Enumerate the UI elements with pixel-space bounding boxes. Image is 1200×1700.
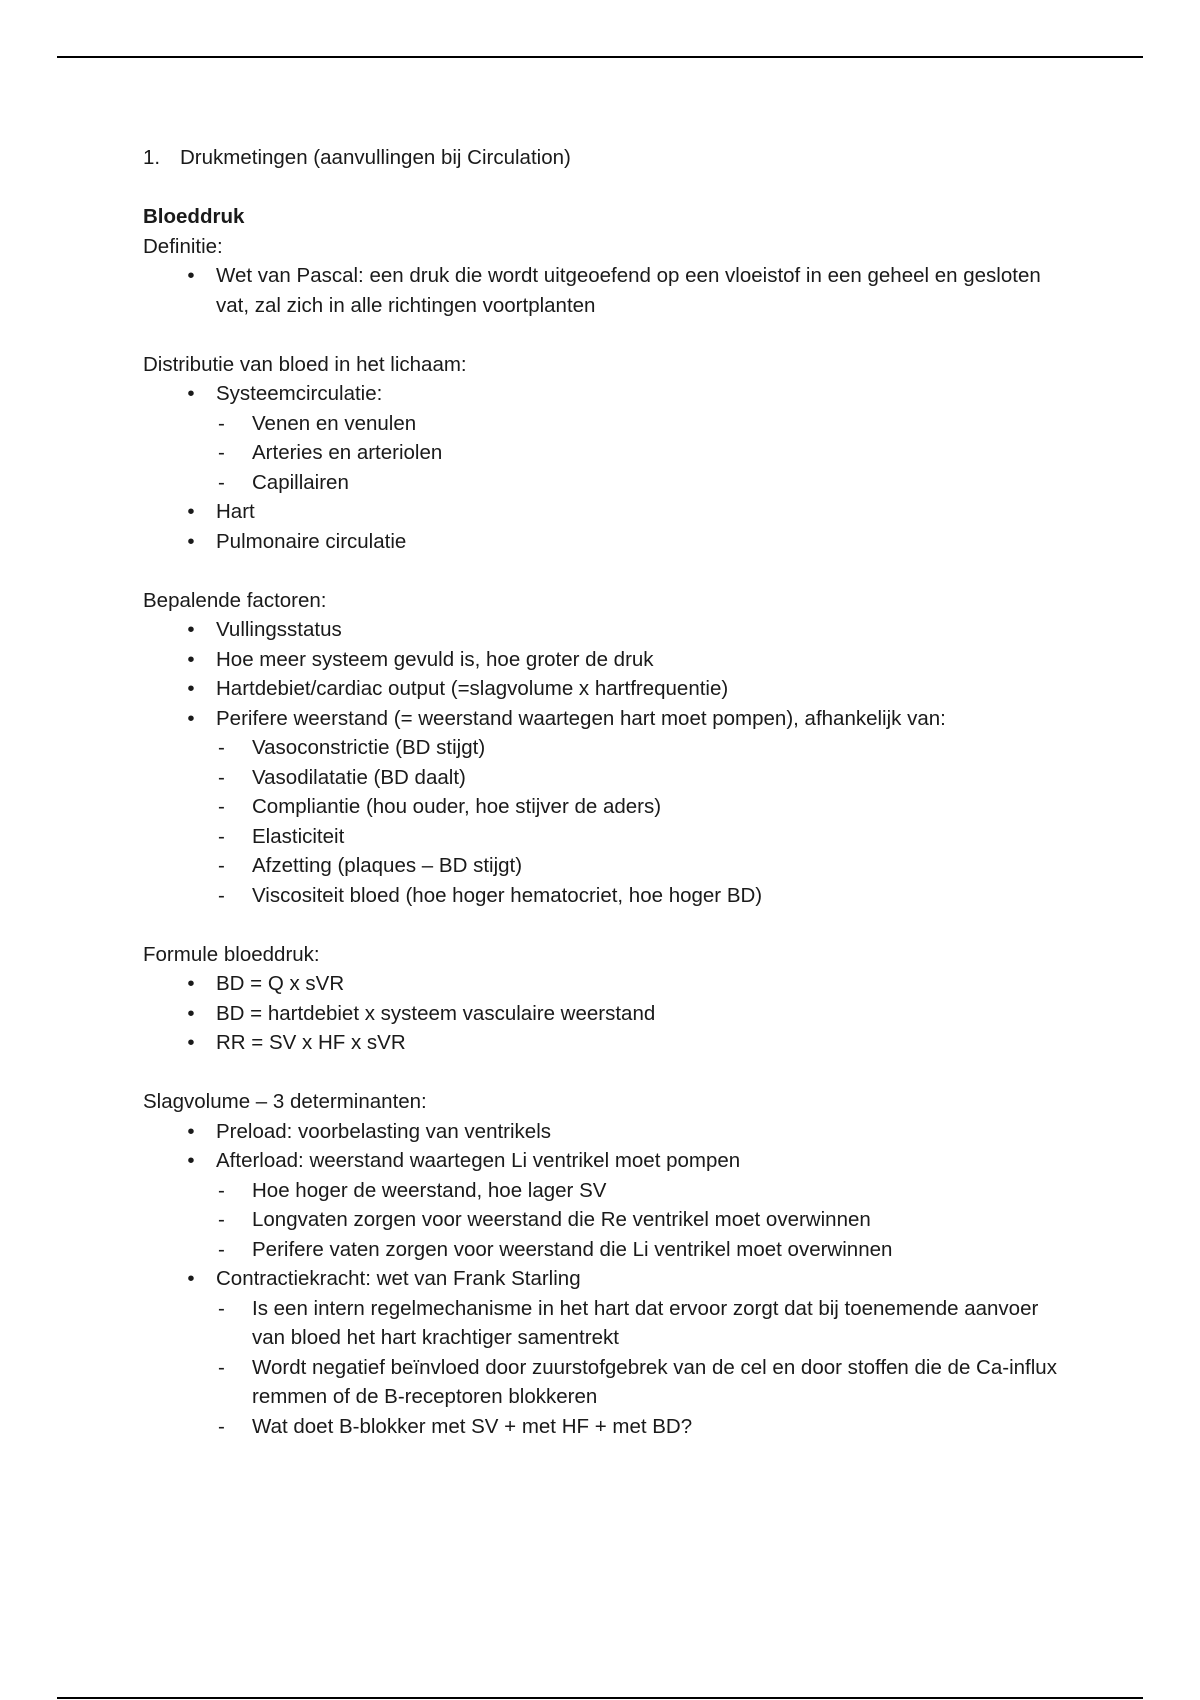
header-rule — [57, 56, 1143, 58]
sub-item: - Capillairen — [218, 470, 349, 494]
formule-list — [143, 969, 1073, 1058]
bullet-marker: • — [187, 1031, 195, 1054]
list-item: • Preload: voorbelasting van ventrikels — [143, 1117, 1073, 1147]
definitie-label: Definitie: — [143, 234, 223, 258]
section-title: Drukmetingen (aanvullingen bij Circulation) — [180, 146, 571, 169]
list-item: • Wet van Pascal: een druk die wordt uitgeoefend op een vloeistof in een geheel en gesloten vat, zal zich in alle richtingen voortplanten — [143, 261, 1073, 320]
sub-item: - Vasoconstrictie (BD stijgt) — [218, 736, 486, 759]
bullet-marker: • — [187, 500, 195, 523]
list-item: • RR = SV x HF x sVR — [143, 1028, 1073, 1058]
bullet-marker: • — [187, 1267, 195, 1290]
list-item: • Systeemcirculatie: - Venen en venulen - Arteries en arteriolen - Capillairen — [143, 379, 1073, 497]
bullet-marker: • — [187, 706, 195, 730]
bullet-marker: • — [187, 264, 195, 287]
bullet-marker: • — [187, 529, 195, 553]
sub-item: - Afzetting (plaques – BD stijgt) — [218, 854, 523, 877]
bloeddruk-title: Bloeddruk — [143, 205, 245, 228]
bullet-marker: • — [187, 1119, 195, 1143]
bullet-marker: • — [187, 1149, 195, 1172]
distributie-list — [143, 379, 1073, 556]
list-item: • Contractiekracht: wet van Frank Starling - Is een intern regelmechanisme in het hart dat ervoor zorgt dat bij toenemende aanvoer van bloed het hart krachtiger samentrekt - Wordt negatief beïnvloed door zuurstofgebrek van de cel en door stoffen die de Ca-influx remmen of de B-receptoren blokkeren - Wat doet B-blokker met SV + met HF + met BD? — [143, 1264, 1073, 1441]
formule-label: Formule bloeddruk: — [143, 942, 320, 966]
footer-rule — [57, 1697, 1143, 1699]
list-item: • Hoe meer systeem gevuld is, hoe groter de druk — [143, 645, 1073, 675]
list-item: • Pulmonaire circulatie — [143, 527, 1073, 557]
section-heading — [143, 143, 1073, 173]
sub-item: - Longvaten zorgen voor weerstand die Re ventrikel moet overwinnen — [218, 1208, 871, 1231]
sub-list — [216, 733, 1073, 910]
sub-item: - Perifere vaten zorgen voor weerstand die Li ventrikel moet overwinnen — [218, 1237, 893, 1261]
list-item: • Perifere weerstand (= weerstand waartegen hart moet pompen), afhankelijk van: - Vasoconstrictie (BD stijgt) - Vasodilatatie (BD daalt) - Compliantie (hou ouder, hoe stijver de aders) - Elasticiteit - Afzetting (plaques – BD stijgt) - Viscositeit bloed (hoe hoger hematocriet, hoe hoger BD) — [143, 704, 1073, 911]
sub-item: - Viscositeit bloed (hoe hoger hematocriet, hoe hoger BD) — [218, 883, 763, 907]
sub-item: - Arteries en arteriolen — [218, 441, 443, 464]
factoren-label: Bepalende factoren: — [143, 588, 327, 612]
bullet-marker: • — [187, 618, 195, 641]
sub-list — [216, 409, 1073, 498]
bullet-marker: • — [187, 677, 195, 700]
sub-item: - Wat doet B-blokker met SV + met HF + met BD? — [218, 1414, 693, 1438]
sub-item: - Wordt negatief beïnvloed door zuurstofgebrek van de cel en door stoffen die de Ca-influx remmen of de B-receptoren blokkeren — [218, 1355, 1057, 1408]
bullet-marker: • — [187, 1001, 195, 1025]
sub-item: - Vasodilatatie (BD daalt) — [218, 765, 466, 789]
factoren-list — [143, 615, 1073, 910]
list-item: • Vullingsstatus — [143, 615, 1073, 645]
sub-list — [216, 1176, 1073, 1265]
list-item: • BD = Q x sVR — [143, 969, 1073, 999]
bullet-marker: • — [187, 972, 195, 995]
document-body — [143, 143, 1073, 1441]
definitie-list — [143, 261, 1073, 320]
list-item: • Hart — [143, 497, 1073, 527]
list-item: • BD = hartdebiet x systeem vasculaire weerstand — [143, 999, 1073, 1029]
bullet-marker: • — [187, 647, 195, 671]
slagvolume-list — [143, 1117, 1073, 1442]
bullet-marker: • — [187, 382, 195, 405]
sub-item: - Is een intern regelmechanisme in het hart dat ervoor zorgt dat bij toenemende aanvoer van bloed het hart krachtiger samentrekt — [218, 1296, 1039, 1349]
list-item: • Afterload: weerstand waartegen Li ventrikel moet pompen - Hoe hoger de weerstand, hoe lager SV - Longvaten zorgen voor weerstand die Re ventrikel moet overwinnen - Perifere vaten zorgen voor weerstand die Li ventrikel moet overwinnen — [143, 1146, 1073, 1264]
sub-list — [216, 1294, 1073, 1442]
sub-item: - Hoe hoger de weerstand, hoe lager SV — [218, 1178, 607, 1202]
list-item: • Hartdebiet/cardiac output (=slagvolume x hartfrequentie) — [143, 674, 1073, 704]
sub-item: - Compliantie (hou ouder, hoe stijver de aders) — [218, 795, 662, 818]
sub-item: - Elasticiteit — [218, 824, 345, 848]
section-number: 1. — [143, 146, 161, 169]
distributie-label: Distributie van bloed in het lichaam: — [143, 352, 467, 376]
slagvolume-label: Slagvolume – 3 determinanten: — [143, 1090, 427, 1113]
sub-item: - Venen en venulen — [218, 411, 417, 435]
